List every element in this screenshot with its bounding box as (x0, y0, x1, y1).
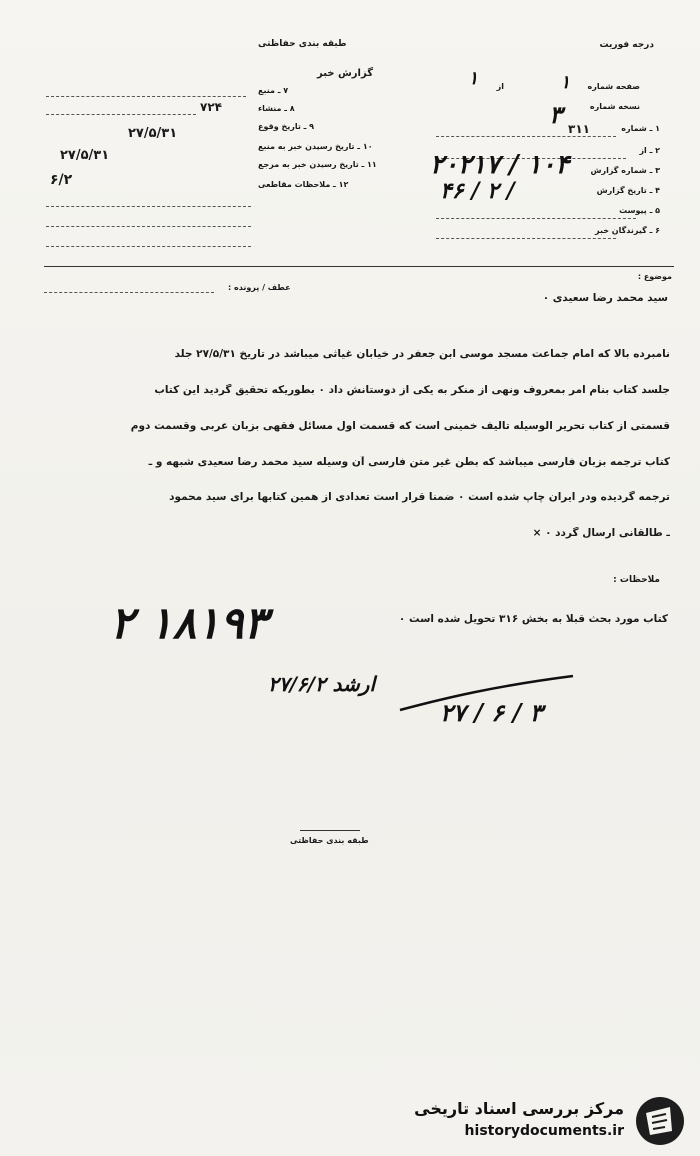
field-label: ۷ ـ منبع (258, 86, 289, 95)
body-line: قسمتی از کتاب تحریر الوسیله تالیف خمینی است که قسمت اول مسائل فقهی بزبان عربی وقسمت دوم (130, 420, 670, 432)
body-line: کتاب ترجمه بزبان فارسی میباشد که بطن غیر متن فارسی آن وسیله سید محمد رضا سعیدی شبهه و ـ (148, 456, 670, 468)
report-date-value: ۴۶ / ۲ / (440, 178, 515, 204)
page-number-value: ۱ (560, 72, 570, 93)
copy-number-label: نسخه شماره (589, 102, 640, 111)
header-divider (44, 266, 674, 267)
classification-label: طبقه بندی حفاظتی (258, 39, 347, 49)
field-value: ۷۲۴ (200, 100, 222, 114)
subject-text: سید محمد رضا سعیدی ۰ (542, 292, 668, 304)
field-label: ۱۱ ـ تاریخ رسیدن خبر به مرجع (258, 160, 377, 169)
pages-of-label: از (496, 82, 504, 91)
report-number-value: ۲۰۲۱۷ / ۱۰۴ (430, 150, 570, 180)
field-value: ۳۱۱ (568, 122, 590, 136)
subject-label: موضوع : (637, 272, 672, 281)
receipt-date-value: ۲۷/۵/۳۱ (60, 148, 110, 163)
field-label: ۳ ـ شماره گزارش (590, 166, 660, 175)
field-label: ۴ ـ تاریخ گزارش (596, 186, 660, 195)
archive-logo-icon (632, 1095, 688, 1147)
field-label: ۹ ـ تاریخ وقوع (258, 122, 315, 131)
field-label: ۲ ـ از (639, 146, 660, 155)
event-date-value: ۲۷/۵/۳۱ (128, 126, 178, 141)
handwritten-date: ۲۷ / ۶ / ۳ (440, 698, 543, 727)
body-line: نامبرده بالا که امام جماعت مسجد موسی ابن جعفر در خیابان غیاثی میباشد در تاریخ ۲۷/۵/۳۱ جلد (174, 348, 670, 360)
field-label: ۱ ـ شماره (621, 124, 660, 133)
report-title: گزارش خبر (317, 68, 374, 79)
footer-classification: طبقه بندی حفاظتی (290, 836, 369, 845)
handwritten-number: ۲ ۱۸۱۹۳ (110, 598, 268, 649)
body-line: ترجمه گردیده ودر ایران چاپ شده است ۰ ضمنا قرار است تعدادی از همین کتابها برای سید محمود (169, 491, 670, 503)
body-line: ـ طالقانی ارسال گردد ۰ × (532, 527, 670, 539)
handwritten-signature: ارشد ۲۷/۶/۲ (268, 672, 376, 696)
archive-watermark (414, 1095, 690, 1147)
pages-of-value: ۱ (468, 68, 478, 89)
body-line: جلسد کتاب بنام امر بمعروف ونهی از منکر به یکی از دوستانش داد ۰ بطوریکه تحقیق گردید این کتاب (154, 384, 670, 396)
field-label: ۱۲ ـ ملاحظات مقاطعی (258, 180, 349, 189)
copy-number-value: ۳ (549, 100, 562, 129)
reference-label: عطف / پرونده : (228, 283, 291, 292)
urgency-label: درجه فوریت (599, 40, 654, 50)
field-label: ۸ ـ منشاء (258, 104, 295, 113)
remarks-date-value: ۶/۲ (50, 172, 73, 188)
remarks-text: کتاب مورد بحث قبلا به بخش ۳۱۶ تحویل شده است ۰ (398, 613, 668, 625)
archive-title: مرکز بررسی اسناد تاریخی (414, 1099, 624, 1118)
field-label: ۵ ـ پیوست (619, 206, 660, 215)
page-number-label: صفحه شماره (587, 82, 640, 91)
field-label: ۱۰ ـ تاریخ رسیدن خبر به منبع (258, 142, 373, 151)
remarks-label: ملاحظات : (613, 575, 660, 585)
field-label: ۶ ـ گیرندگان خبر (595, 226, 660, 235)
archive-url: historydocuments.ir (464, 1123, 624, 1139)
